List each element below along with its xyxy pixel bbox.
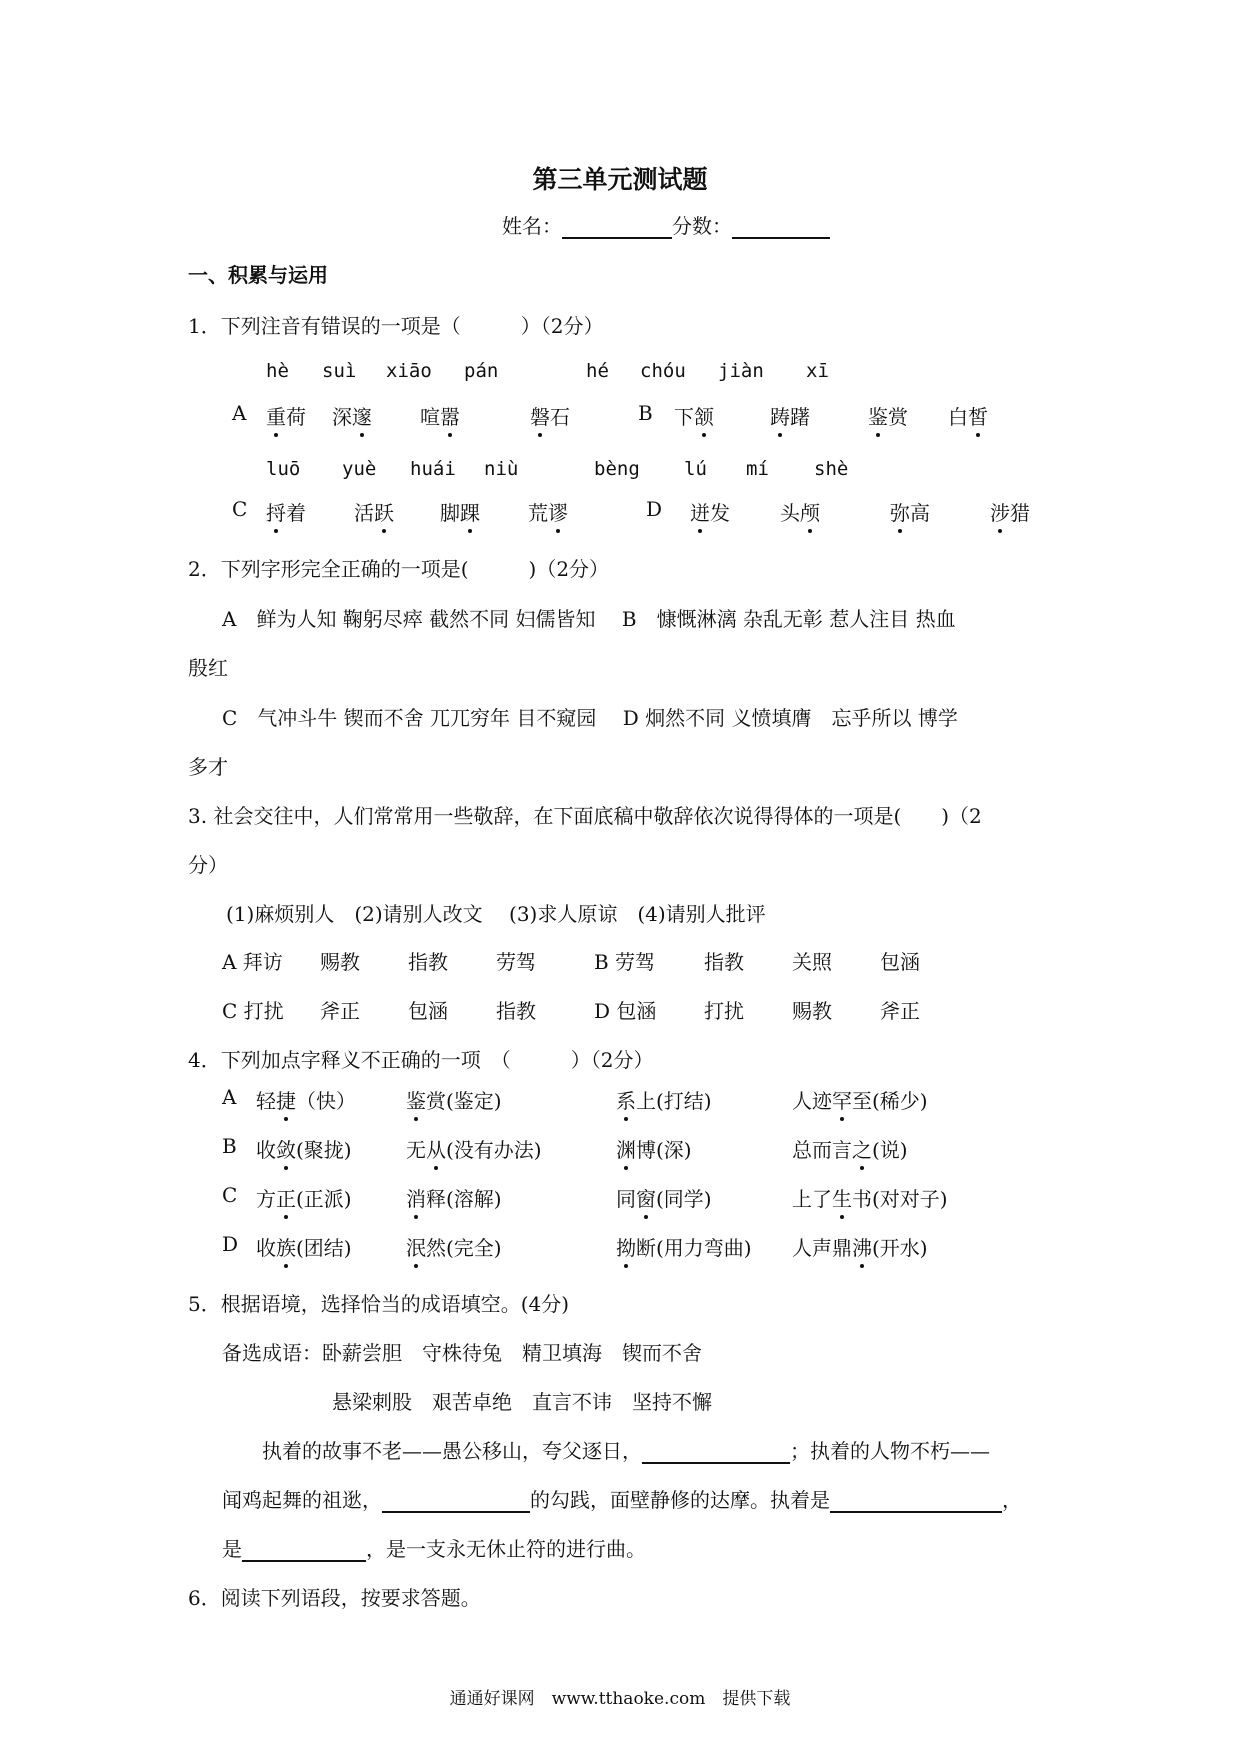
q2-options-line-2: C 气冲斗牛 锲而不舍 兀兀穷年 目不窥园 D 炯然不同 义愤填膺 忘乎所以 博学	[222, 706, 958, 730]
pinyin: hè	[266, 360, 289, 382]
q5-paragraph-line-2: 闻鸡起舞的祖逖， 的勾践，面壁静修的达摩。执着是 ，	[222, 1488, 1022, 1512]
option-letter: C	[232, 497, 248, 521]
question-5-stem: 5．根据语境，选择恰当的成语填空。(4分)	[188, 1292, 570, 1316]
options-list: 卧薪尝胆 守株待兔 精卫填海 锲而不舍	[322, 1341, 702, 1365]
option-text: 同窗(同学)	[616, 1183, 712, 1212]
option-text: 人迹罕至(稀少)	[792, 1085, 928, 1114]
option: 赐教	[792, 999, 832, 1023]
pinyin: huái	[410, 458, 456, 480]
option-text: 总而言之(说)	[792, 1134, 908, 1163]
pinyin: niù	[484, 458, 519, 480]
option: 劳驾	[496, 950, 536, 974]
word: 捋着	[266, 497, 306, 526]
option: 关照	[792, 950, 832, 974]
word: 深邃	[332, 401, 372, 430]
dotted-character: 迸	[690, 497, 710, 526]
option: 指教	[704, 950, 744, 974]
pinyin: yuè	[342, 458, 377, 480]
option-text: 渊博(深)	[616, 1134, 692, 1163]
dotted-character: 颅	[800, 497, 820, 526]
fill-blank-3[interactable]	[830, 1489, 1002, 1513]
option: 包涵	[408, 999, 448, 1023]
option-text: 方正(正派)	[256, 1183, 352, 1212]
dotted-character: 谬	[548, 497, 568, 526]
dotted-character: 系	[616, 1085, 636, 1114]
q2-options-line-1b: 殷红	[188, 656, 228, 680]
dotted-character: 消	[406, 1183, 426, 1212]
word: 弥高	[890, 497, 930, 526]
option-text: C	[222, 1183, 238, 1207]
word: 下颔	[674, 401, 714, 430]
q3-items: (1)麻烦别人 (2)请别人改文 (3)求人原谅 (4)请别人批评	[226, 902, 766, 926]
dotted-character: 拗	[616, 1232, 636, 1261]
dotted-character: 涉	[990, 497, 1010, 526]
word: 磐石	[530, 401, 570, 430]
option-text: 收敛(聚拢)	[256, 1134, 352, 1163]
dotted-character: 泯	[406, 1232, 426, 1261]
option-text: A	[222, 1085, 237, 1109]
question-3-stem-cont: 分）	[188, 853, 228, 877]
fill-blank-2[interactable]	[382, 1489, 530, 1513]
option-text: B	[222, 1134, 237, 1158]
dotted-character: 弥	[890, 497, 910, 526]
q5-paragraph-line-1: 执着的故事不老——愚公移山，夸父逐日， ；执着的人物不朽——	[262, 1439, 990, 1463]
page-title: 第三单元测试题	[532, 165, 708, 194]
dotted-character: 捷	[276, 1085, 296, 1114]
dotted-character: 鉴	[868, 401, 888, 430]
dotted-character: 从	[426, 1134, 446, 1163]
pinyin: xī	[806, 360, 829, 382]
pinyin: mí	[746, 458, 769, 480]
dotted-character: 磐	[530, 401, 550, 430]
pinyin: shè	[814, 458, 849, 480]
word: 涉猎	[990, 497, 1030, 526]
option-letter: A	[232, 401, 247, 425]
dotted-character: 敛	[276, 1134, 296, 1163]
dotted-character: 踝	[460, 497, 480, 526]
option-text: 拗断(用力弯曲)	[616, 1232, 752, 1261]
score-blank[interactable]	[732, 215, 830, 239]
option: 赐教	[320, 950, 360, 974]
option-text: 鉴赏(鉴定)	[406, 1085, 502, 1114]
options-label: 备选成语：	[222, 1341, 322, 1365]
option: 打扰	[704, 999, 744, 1023]
name-blank[interactable]	[562, 215, 672, 239]
pinyin: chóu	[640, 360, 686, 382]
q5-options-line-2: 悬梁刺股 艰苦卓绝 直言不讳 坚持不懈	[332, 1390, 712, 1414]
option-text: 消释(溶解)	[406, 1183, 502, 1212]
page-footer: 通通好课网 www.tthaoke.com 提供下载	[449, 1689, 791, 1709]
word: 荒谬	[528, 497, 568, 526]
option: A 拜访	[222, 950, 283, 974]
fill-blank-1[interactable]	[642, 1440, 790, 1464]
dotted-character: 鉴	[406, 1085, 426, 1114]
q2-options-line-2b: 多才	[188, 755, 228, 779]
word: 重荷	[266, 401, 306, 430]
dotted-character: 踌	[770, 401, 790, 430]
option-text: 人声鼎沸(开水)	[792, 1232, 928, 1261]
option: B 劳驾	[594, 950, 656, 974]
option-text: D	[222, 1232, 239, 1256]
option-text: 收族(团结)	[256, 1232, 352, 1261]
dotted-character: 渊	[616, 1134, 636, 1163]
option: D 包涵	[594, 999, 657, 1023]
word: 喧嚣	[420, 401, 460, 430]
word: 迸发	[690, 497, 730, 526]
option-letter: B	[638, 401, 653, 425]
word: 活跃	[354, 497, 394, 526]
dotted-character: 窗	[636, 1183, 656, 1212]
dotted-character: 跃	[374, 497, 394, 526]
pinyin: hé	[586, 360, 609, 382]
option-text: 泯然(完全)	[406, 1232, 502, 1261]
question-1-stem: 1．下列注音有错误的一项是（ ）（2分）	[188, 314, 604, 338]
option-text: 无从(没有办法)	[406, 1134, 542, 1163]
option: 指教	[408, 950, 448, 974]
dotted-character: 正	[276, 1183, 296, 1212]
word: 脚踝	[440, 497, 480, 526]
dotted-character: 皙	[968, 401, 988, 430]
option: 包涵	[880, 950, 920, 974]
dotted-character: 颔	[694, 401, 714, 430]
pinyin: luō	[266, 458, 301, 480]
section-heading: 一、积累与运用	[188, 263, 328, 287]
dotted-character: 罕	[832, 1085, 852, 1114]
pinyin: suì	[322, 360, 357, 382]
question-3-stem: 3. 社会交往中，人们常常用一些敬辞，在下面底稿中敬辞依次说得得体的一项是( )（2	[188, 804, 982, 828]
pinyin: lú	[684, 458, 707, 480]
dotted-character: 邃	[352, 401, 372, 430]
option-text: 上了生书(对对子)	[792, 1183, 948, 1212]
word: 踌躇	[770, 401, 810, 430]
option: 斧正	[320, 999, 360, 1023]
q5-options-line-1	[222, 1337, 702, 1366]
question-2-stem: 2．下列字形完全正确的一项是( )（2分）	[188, 557, 610, 581]
pinyin: jiàn	[718, 360, 764, 382]
pinyin: bèng	[594, 458, 640, 480]
pinyin: pán	[464, 360, 499, 382]
q5-paragraph-line-3: 是 ，是一支永无休止符的进行曲。	[222, 1537, 646, 1561]
dotted-character: 族	[276, 1232, 296, 1261]
question-6-stem: 6．阅读下列语段，按要求答题。	[188, 1586, 481, 1610]
dotted-character: 生	[832, 1183, 852, 1212]
dotted-character: 沸	[852, 1232, 872, 1261]
option-text: 轻捷（快）	[256, 1085, 356, 1114]
fill-blank-4[interactable]	[242, 1538, 366, 1562]
pinyin: xiāo	[386, 360, 432, 382]
option-letter: D	[646, 497, 663, 521]
name-label: 姓名：	[502, 214, 562, 238]
name-score-line	[502, 210, 830, 239]
score-label: 分数：	[672, 214, 732, 238]
dotted-character: 重	[266, 401, 286, 430]
word: 白皙	[948, 401, 988, 430]
option-text: 系上(打结)	[616, 1085, 712, 1114]
option: 斧正	[880, 999, 920, 1023]
dotted-character: 捋	[266, 497, 286, 526]
dotted-character: 之	[852, 1134, 872, 1163]
q2-options-line-1: A 鲜为人知 鞠躬尽瘁 截然不同 妇儒皆知 B 慷慨淋漓 杂乱无彰 惹人注目 热血	[222, 607, 956, 631]
dotted-character: 嚣	[440, 401, 460, 430]
option: 指教	[496, 999, 536, 1023]
word: 头颅	[780, 497, 820, 526]
word: 鉴赏	[868, 401, 908, 430]
option: C 打扰	[222, 999, 284, 1023]
question-4-stem: 4．下列加点字释义不正确的一项 （ ）（2分）	[188, 1048, 654, 1072]
